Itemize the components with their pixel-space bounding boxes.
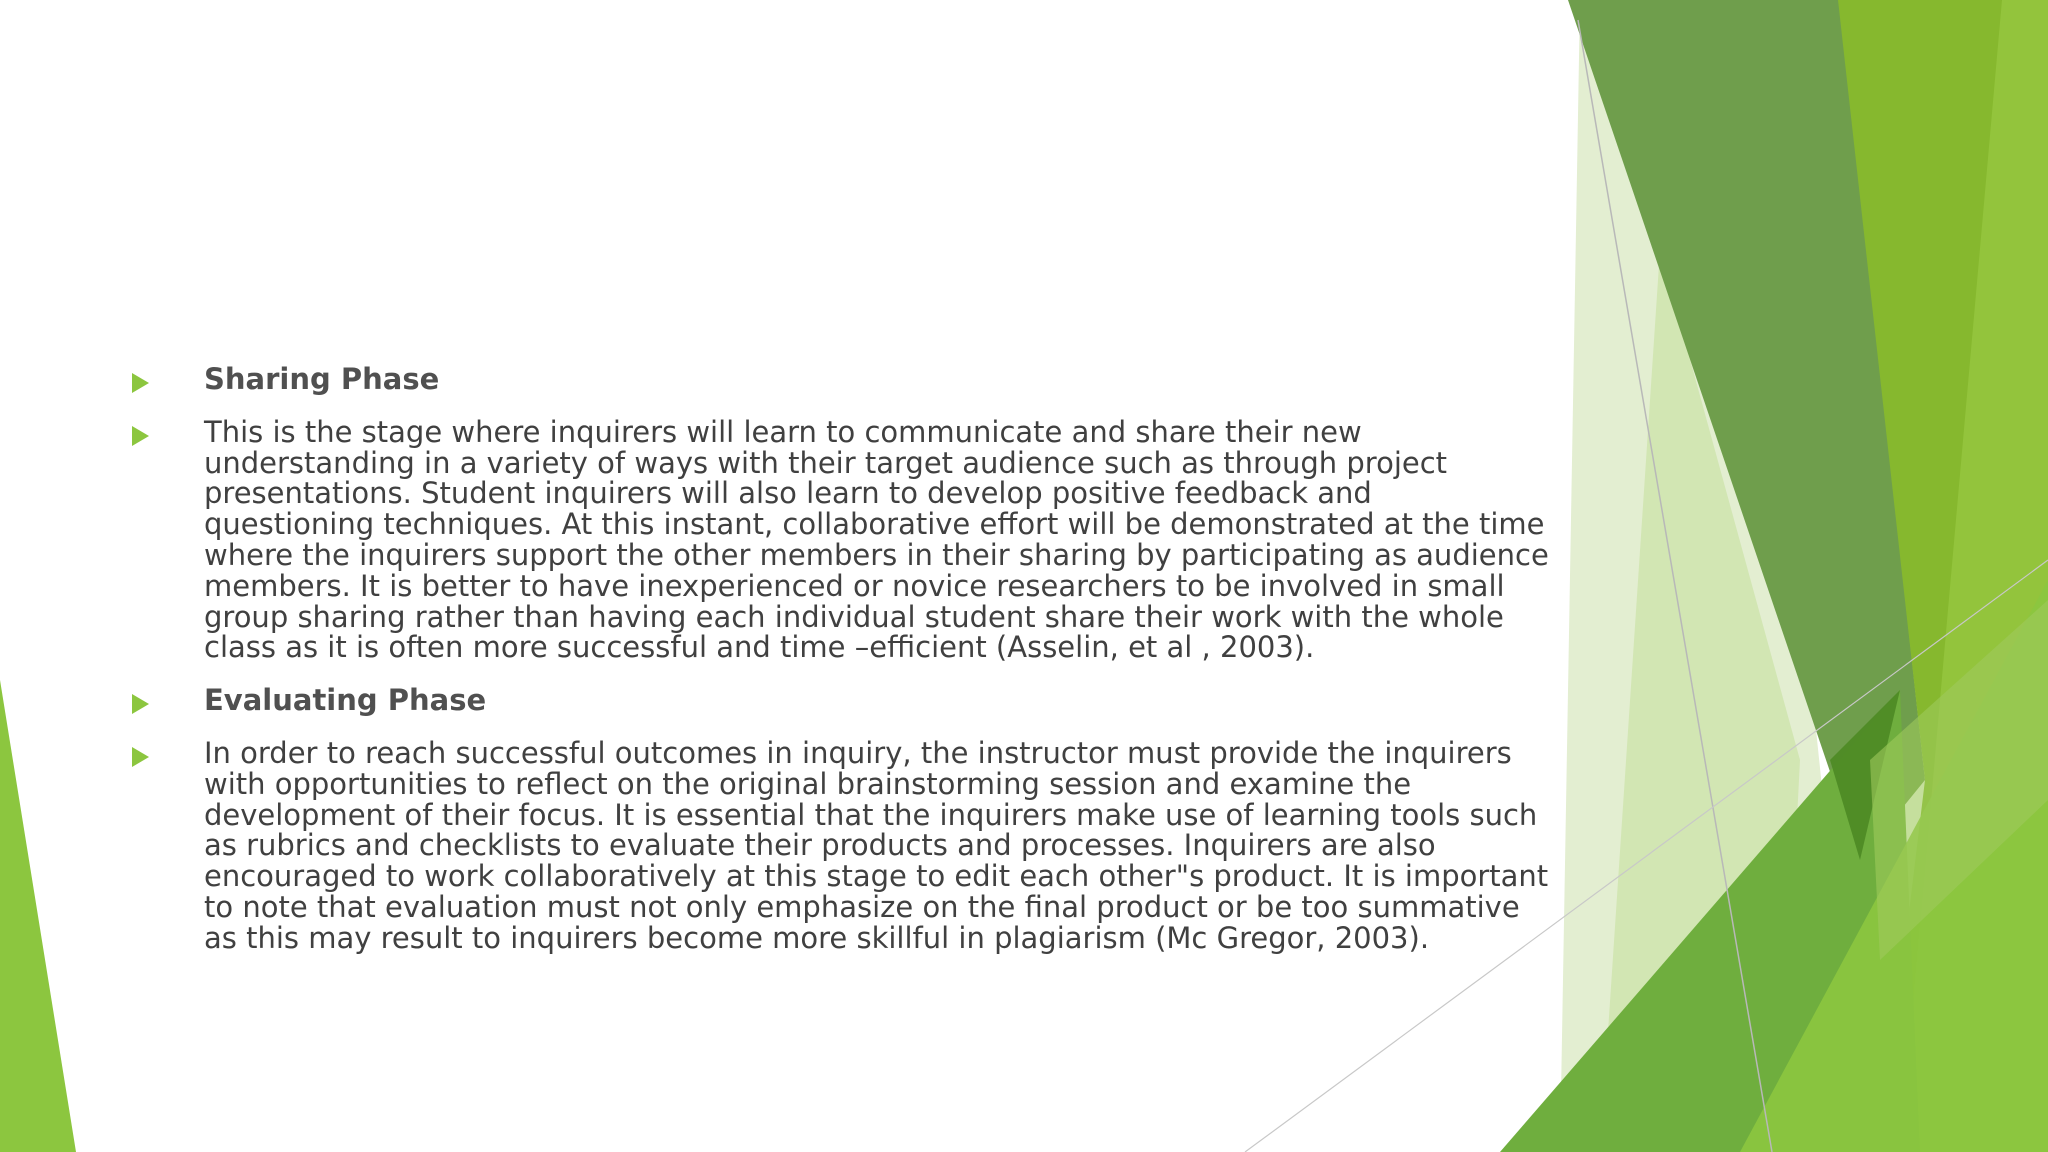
left-green-sliver <box>0 680 76 1152</box>
sharing-phase-heading: Sharing Phase <box>204 362 440 396</box>
bullet-sharing-description <box>130 414 1550 665</box>
bullet-evaluating-phase <box>130 685 1550 716</box>
bullet-sharing-phase <box>130 364 1550 395</box>
bullet-arrow-icon <box>132 426 149 446</box>
slide-content <box>130 364 1550 976</box>
evaluating-phase-paragraph: In order to reach successful outcomes in inquiry, the instructor must provide the inquirers with opportunities to reflect on the original brainstorming session and examine the development of their focus. It is essential that the inquirers make use of learning tools such as rubrics and checklists to evaluate their products and processes. Inquirers are also encouraged to work collaboratively at this stage to edit each other"s product. It is important to note that evaluation must not only emphasize on the final product or be too summative as this may result to inquirers become more skillful in plagiarism (Mc Gregor, 2003). <box>204 735 1549 955</box>
evaluating-phase-heading: Evaluating Phase <box>204 683 487 718</box>
bullet-evaluating-description <box>130 735 1550 955</box>
bullet-arrow-icon <box>132 373 149 393</box>
bullet-arrow-icon <box>132 694 149 714</box>
bullet-arrow-icon <box>132 747 149 767</box>
sharing-phase-paragraph: This is the stage where inquirers will learn to communicate and share their new understanding in a variety of ways with their target audience such as through project presentations. Student inquirers will also learn to develop positive feedback and questioning techniques. At this instant, collaborative effort will be demonstrated at the time where the inquirers support the other members in their sharing by participating as audience members. It is better to have inexperienced or novice researchers to be involved in small group sharing rather than having each individual student share their work with the whole class as it is often more successful and time –efficient (Asselin, et al , 2003). <box>204 414 1549 665</box>
